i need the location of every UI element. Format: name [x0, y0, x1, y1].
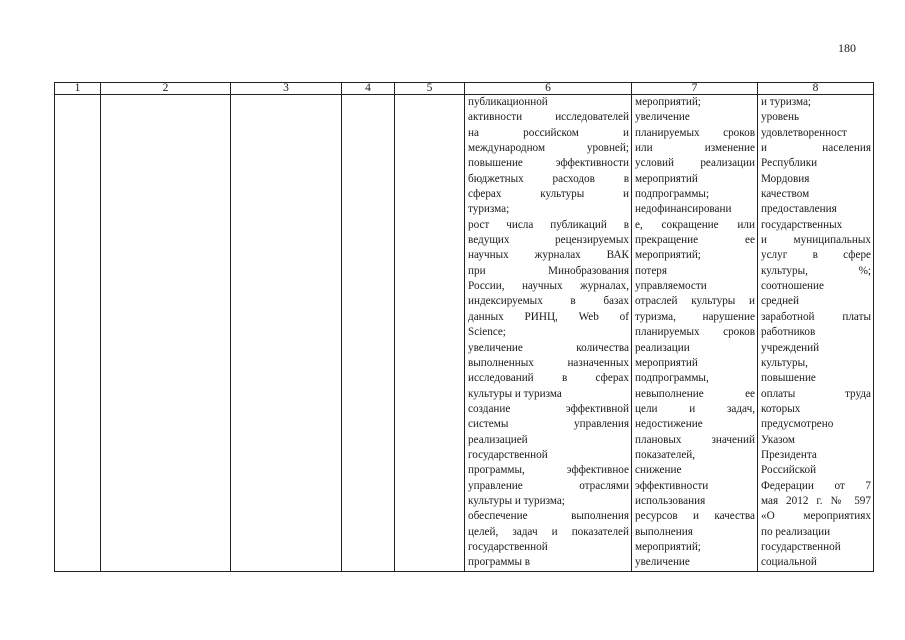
text-line: которых [761, 402, 801, 415]
text-line: государственной [468, 448, 548, 461]
text-line: планируемых сроков [635, 126, 755, 139]
text-line: культуры и туризма [468, 387, 562, 400]
text-line: планируемых сроков [635, 326, 755, 339]
text-line: государственных [761, 218, 843, 231]
table-cell-col5 [395, 95, 465, 572]
text-line: «О мероприятиях [761, 510, 871, 523]
column-header-8: 8 [758, 83, 874, 95]
text-line: ресурсов и качества [635, 510, 755, 523]
text-line: программы в [468, 556, 531, 569]
document-table [54, 82, 874, 572]
text-line: создание эффективной [468, 402, 629, 415]
column-header-6: 6 [465, 83, 632, 95]
table-cell-col2 [101, 95, 231, 572]
text-line: подпрограммы; [635, 188, 710, 201]
text-line: при Минобразования [468, 264, 629, 277]
text-line: показателей, [635, 448, 696, 461]
text-line: учреждений [761, 341, 820, 354]
header-row [55, 83, 874, 95]
text-line: индексируемых в базах [468, 295, 629, 308]
table-cell-col1 [55, 95, 101, 572]
text-line: снижение [635, 464, 682, 477]
column-header-5: 5 [395, 83, 465, 95]
text-line: удовлетворенност [761, 126, 847, 139]
text-line: работников [761, 326, 816, 339]
text-line: и муниципальных [761, 234, 871, 247]
column-header-7: 7 [632, 83, 758, 95]
text-line: системы управления [468, 418, 629, 431]
text-line: мероприятий; [635, 540, 701, 553]
text-line: и населения [761, 142, 871, 155]
text-line: использования [635, 494, 706, 507]
text-line: на российском и [468, 126, 629, 139]
text-line: прекращение ее [635, 234, 755, 247]
page-number: 180 [838, 41, 856, 55]
text-line: управляемости [635, 280, 707, 293]
text-line: целей, задач и показателей [468, 525, 629, 538]
table-cell-col6 [465, 95, 632, 572]
text-line: Республики [761, 157, 818, 170]
text-line: е, сокращение или [635, 218, 755, 231]
text-line: культуры, [761, 356, 808, 369]
text-line: увеличение [635, 556, 690, 569]
text-line: плановых значений [635, 433, 755, 446]
text-line: обеспечение выполнения [468, 510, 629, 523]
text-line: культуры, %; [761, 264, 871, 277]
column-header-2: 2 [101, 83, 231, 95]
text-line: увеличение количества [468, 341, 629, 354]
table-cell-col4 [342, 95, 395, 572]
text-line: недофинансировани [635, 203, 732, 216]
text-line: Указом [761, 433, 795, 446]
text-line: Мордовия [761, 172, 810, 185]
column7-text [632, 95, 757, 571]
table-cell-col7 [632, 95, 758, 572]
text-line: Президента [761, 448, 817, 461]
text-line: сферах культуры и [468, 188, 629, 201]
text-line: России, научных журналах, [468, 280, 629, 293]
text-line: или изменение [635, 142, 755, 155]
text-line: реализацией [468, 433, 528, 446]
text-line: туризма, нарушение [635, 310, 755, 323]
text-line: по реализации [761, 525, 831, 538]
text-line: социальной [761, 556, 817, 569]
text-line: выполненных назначенных [468, 356, 629, 369]
text-line: увеличение [635, 111, 690, 124]
text-line: государственной [761, 540, 841, 553]
text-line: ведущих рецензируемых [468, 234, 629, 247]
text-line: управление отраслями [468, 479, 629, 492]
text-line: оплаты труда [761, 387, 871, 400]
column-header-1: 1 [55, 83, 101, 95]
text-line: Science; [468, 326, 506, 339]
text-line: потеря [635, 264, 668, 277]
text-line: мероприятий [635, 172, 698, 185]
text-line: повышение эффективности [468, 157, 629, 170]
text-line: международном уровней; [468, 142, 629, 155]
text-line: исследований в сферах [468, 372, 629, 385]
text-line: мероприятий; [635, 96, 701, 108]
text-line: заработной платы [761, 310, 871, 323]
text-line: условий реализации [635, 157, 755, 170]
text-line: культуры и туризма; [468, 494, 565, 507]
text-line: бюджетных расходов в [468, 172, 629, 185]
text-line: предусмотрено [761, 418, 834, 431]
text-line: отраслей культуры и [635, 295, 755, 308]
column6-text [465, 95, 631, 571]
text-line: научных журналах ВАК [468, 249, 629, 262]
text-line: мероприятий; [635, 249, 701, 262]
text-line: средней [761, 295, 800, 308]
table-cell-col3 [231, 95, 342, 572]
text-line: эффективности [635, 479, 709, 492]
text-line: государственной [468, 540, 548, 553]
text-line: уровень [761, 111, 800, 124]
column-header-3: 3 [231, 83, 342, 95]
text-line: Федерации от 7 [761, 479, 871, 492]
text-line: публикационной [468, 96, 548, 108]
text-line: цели и задач, [635, 402, 755, 415]
text-line: подпрограммы, [635, 372, 709, 385]
text-line: рост числа публикаций в [468, 218, 629, 231]
text-line: программы, эффективное [468, 464, 629, 477]
text-line: повышение [761, 372, 816, 385]
text-line: данных РИНЦ, Web of [468, 310, 629, 323]
text-line: Российской [761, 464, 817, 477]
table-row [55, 95, 874, 572]
text-line: мероприятий [635, 356, 698, 369]
table-cell-col8 [758, 95, 874, 572]
text-line: качеством [761, 188, 810, 201]
text-line: реализации [635, 341, 690, 354]
text-line: услуг в сфере [761, 249, 871, 262]
text-line: предоставления [761, 203, 837, 216]
text-line: недостижение [635, 418, 703, 431]
column-header-4: 4 [342, 83, 395, 95]
text-line: невыполнение ее [635, 387, 755, 400]
text-line: мая 2012 г. № 597 [761, 494, 871, 507]
text-line: туризма; [468, 203, 510, 216]
column8-text [758, 95, 873, 571]
text-line: соотношение [761, 280, 824, 293]
text-line: выполнения [635, 525, 693, 538]
text-line: активности исследователей [468, 111, 629, 124]
text-line: и туризма; [761, 96, 812, 108]
